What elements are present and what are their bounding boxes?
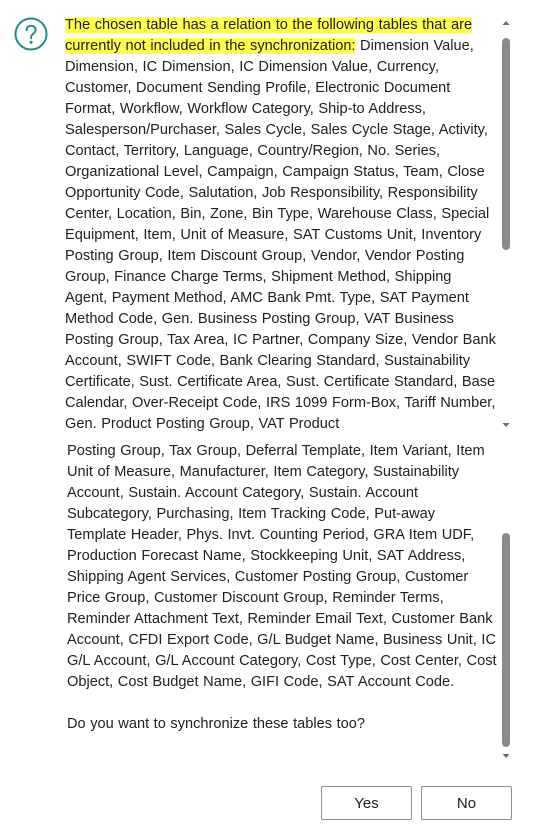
no-button[interactable]: No xyxy=(421,786,512,820)
scrollbar-bottom[interactable] xyxy=(500,441,512,763)
highlighted-message: The chosen table has a relation to the following tables that are currently not included in the synchronization: xyxy=(65,17,473,54)
scrollbar-thumb-bottom[interactable] xyxy=(502,533,510,747)
table-list-part1: Dimension Value, Dimension, IC Dimension, IC Dimension Value, Currency, Customer, Document Sending Profile, Electronic Document Format, Workflow, Workflow Category, Ship-to Address, Salesperson/Purchaser, Sales Cycle, Sales Cycle Stage, Activity, Contact, Territory, Language, Country/Region, No. Series, Organizational Level, Campaign, Campaign Status, Team, Close Opportunity Code, Salutation, Job Responsibility, Responsibility Center, Location, Bin, Zone, Bin Type, Warehouse Class, Special Equipment, Item, Unit of Measure, SAT Customs Unit, Inventory Posting Group, Item Discount Group, Vendor, Vendor Posting Group, Finance Charge Terms, Shipment Method, Shipping Agent, Payment Method, AMC Bank Pmt. Type, SAT Payment Method Code, Gen. Business Posting Group, VAT Business Posting Group, Tax Area, IC Partner, Company Size, Vendor Bank Account, SWIFT Code, Bank Clearing Standard, Sustainability Certificate, Sust. Certificate Area, Sust. Certificate Standard, Base Calendar, Over-Receipt Code, IRS 1099 Form-Box, Tariff Number, Gen. Product Posting Group, VAT Product xyxy=(65,38,496,432)
confirm-question: Do you want to synchronize these tables too? xyxy=(67,716,365,732)
scroll-down-arrow-icon[interactable] xyxy=(501,420,511,430)
message-pane-top[interactable] xyxy=(65,14,497,434)
scroll-down-arrow-icon[interactable] xyxy=(501,751,511,761)
scrollbar-top[interactable] xyxy=(500,18,512,434)
question-circle-icon xyxy=(14,17,48,51)
message-pane-bottom[interactable] xyxy=(67,437,497,769)
scroll-up-arrow-icon[interactable] xyxy=(501,18,511,28)
scrollbar-thumb-top[interactable] xyxy=(502,38,510,250)
yes-button[interactable]: Yes xyxy=(321,786,412,820)
table-list-part2: Posting Group, Tax Group, Deferral Template, Item Variant, Item Unit of Measure, Manufacturer, Item Category, Sustainability Account, Sustain. Account Category, Sustain. Account Subcategory, Purchasing, Item Tracking Code, Put-away Template Header, Phys. Invt. Counting Period, GRA Item UDF, Production Forecast Name, Stockkeeping Unit, SAT Address, Shipping Agent Services, Customer Posting Group, Customer Price Group, Customer Discount Group, Reminder Terms, Reminder Attachment Text, Reminder Email Text, Customer Bank Account, CFDI Export Code, G/L Budget Name, Business Unit, IC G/L Account, G/L Account Category, Cost Type, Cost Center, Cost Object, Cost Budget Name, GIFI Code, SAT Account Code. xyxy=(67,443,497,690)
message-text-top xyxy=(65,15,497,434)
